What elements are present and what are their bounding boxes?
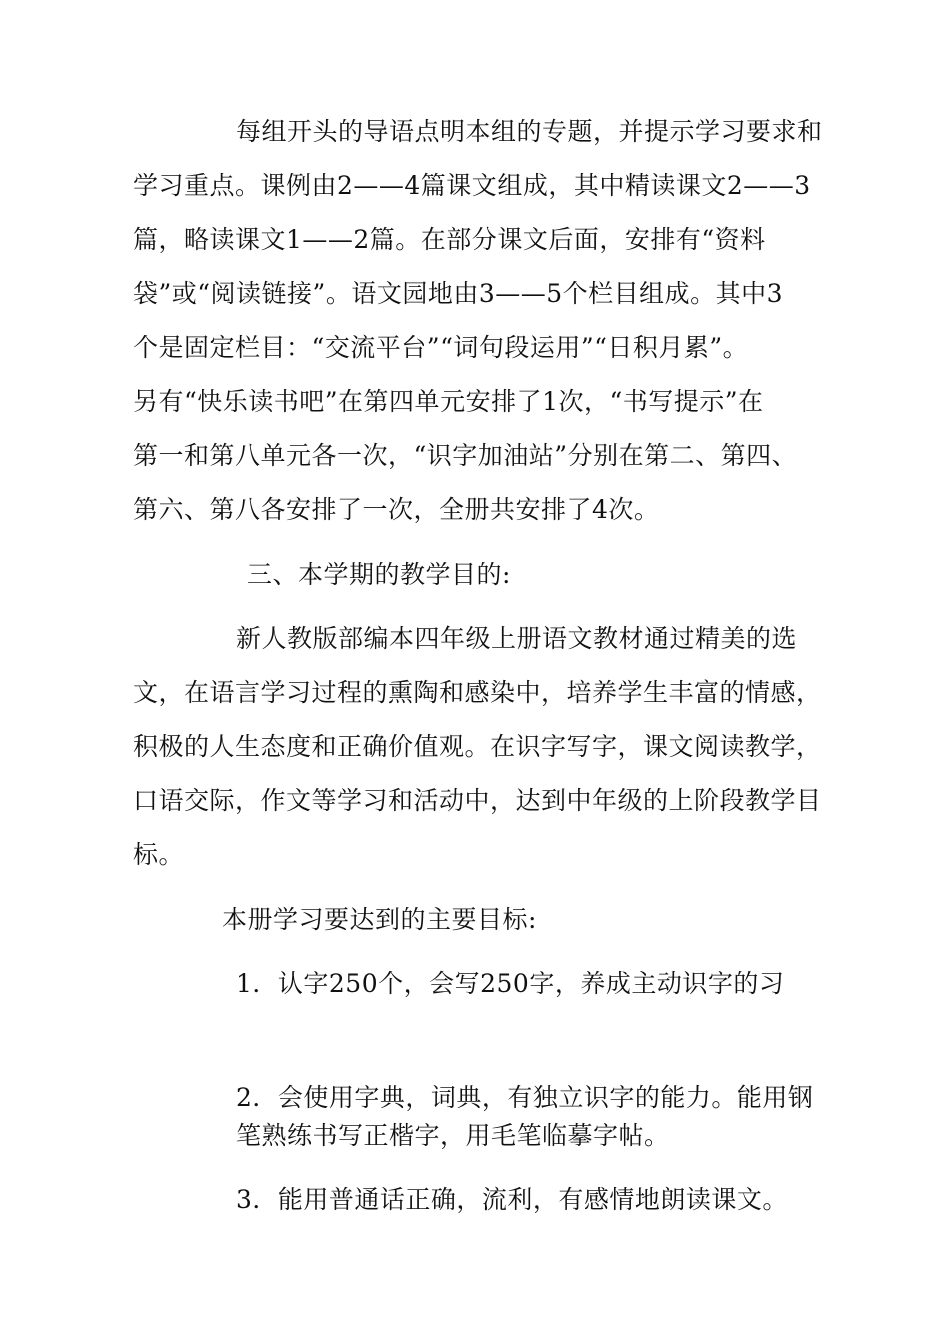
goals-heading: 本册学习要达到的主要目标: <box>222 905 537 934</box>
paragraph-line: 标。 <box>133 840 185 869</box>
paragraph-line: 另有“快乐读书吧”在第四单元安排了1次，“书写提示”在 <box>133 387 764 416</box>
paragraph-line: 积极的人生态度和正确价值观。在识字写字，课文阅读教学， <box>133 732 822 761</box>
section-heading: 三、本学期的教学目的: <box>247 560 511 589</box>
goal-item-3: 3．能用普通话正确，流利，有感情地朗读课文。 <box>236 1185 788 1214</box>
paragraph-line: 学习重点。课例由2——4篇课文组成，其中精读课文2——3 <box>133 171 811 200</box>
paragraph-line: 文，在语言学习过程的熏陶和感染中，培养学生丰富的情感， <box>133 678 822 707</box>
paragraph-line: 篇，略读课文1——2篇。在部分课文后面，安排有“资料 <box>133 225 766 254</box>
paragraph-line: 每组开头的导语点明本组的专题，并提示学习要求和 <box>236 117 823 146</box>
paragraph-line: 第一和第八单元各一次，“识字加油站”分别在第二、第四、 <box>133 441 798 470</box>
paragraph-line: 袋”或“阅读链接”。语文园地由3——5个栏目组成。其中3 <box>133 279 784 308</box>
paragraph-line: 新人教版部编本四年级上册语文教材通过精美的选 <box>236 624 798 653</box>
goal-item-1: 1．认字250个，会写250字，养成主动识字的习 <box>236 969 785 998</box>
paragraph-line: 个是固定栏目：“交流平台”“词句段运用”“日积月累”。 <box>133 333 749 362</box>
paragraph-line: 口语交际，作文等学习和活动中，达到中年级的上阶段教学目 <box>133 786 822 815</box>
goal-item-line: 2．会使用字典，词典，有独立识字的能力。能用钢 <box>236 1083 814 1112</box>
paragraph-line: 第六、第八各安排了一次，全册共安排了4次。 <box>133 495 660 524</box>
goal-item-line: 笔熟练书写正楷字，用毛笔临摹字帖。 <box>236 1121 670 1150</box>
